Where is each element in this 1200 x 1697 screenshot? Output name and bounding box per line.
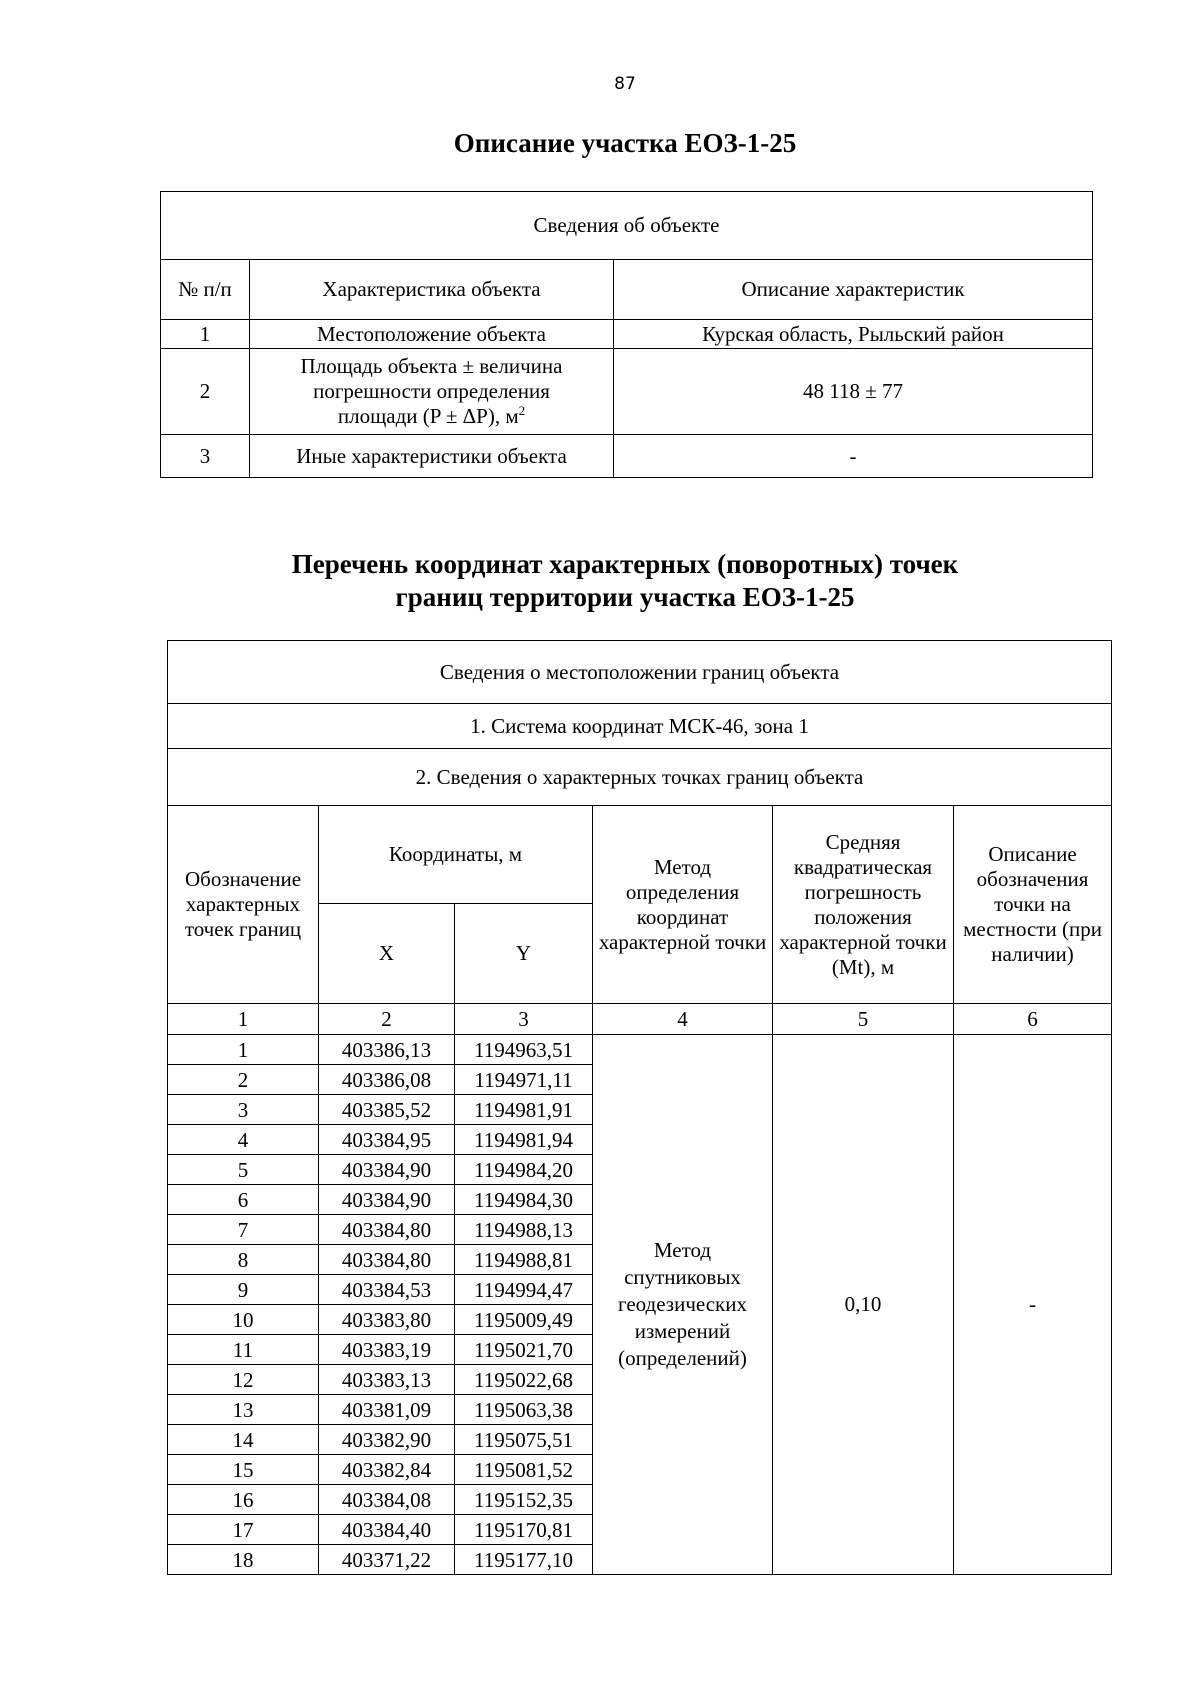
col-number: 2 bbox=[319, 1004, 455, 1035]
point-number: 11 bbox=[168, 1335, 319, 1365]
point-x: 403384,08 bbox=[319, 1485, 455, 1515]
point-number: 1 bbox=[168, 1035, 319, 1065]
point-y: 1194984,20 bbox=[455, 1155, 593, 1185]
point-x: 403386,13 bbox=[319, 1035, 455, 1065]
point-number: 6 bbox=[168, 1185, 319, 1215]
value-other: - bbox=[614, 435, 1093, 478]
col-number: 1 bbox=[168, 1004, 319, 1035]
point-y: 1195009,49 bbox=[455, 1305, 593, 1335]
row-number: 1 bbox=[161, 320, 250, 349]
point-y: 1195170,81 bbox=[455, 1515, 593, 1545]
point-x: 403384,80 bbox=[319, 1215, 455, 1245]
coordinates-list-title bbox=[0, 548, 1200, 614]
point-y: 1195075,51 bbox=[455, 1425, 593, 1455]
area-label-line2: погрешности определения bbox=[313, 379, 550, 403]
coordinates-title-line2: границ территории участка ЕОЗ-1-25 bbox=[395, 582, 855, 612]
point-number: 15 bbox=[168, 1455, 319, 1485]
row-number: 3 bbox=[161, 435, 250, 478]
col-method: Метод определения координат характерной точки bbox=[593, 806, 773, 1004]
point-x: 403384,40 bbox=[319, 1515, 455, 1545]
area-label-line3: площади (P ± ΔP), м bbox=[337, 404, 519, 428]
point-y: 1195021,70 bbox=[455, 1335, 593, 1365]
point-x: 403383,19 bbox=[319, 1335, 455, 1365]
point-x: 403384,90 bbox=[319, 1155, 455, 1185]
point-number: 16 bbox=[168, 1485, 319, 1515]
point-y: 1194988,81 bbox=[455, 1245, 593, 1275]
point-x: 403385,52 bbox=[319, 1095, 455, 1125]
coordinate-system-header: 1. Система координат МСК-46, зона 1 bbox=[168, 704, 1112, 749]
point-y: 1194984,30 bbox=[455, 1185, 593, 1215]
area-unit-superscript: 2 bbox=[518, 403, 526, 418]
point-y: 1194994,47 bbox=[455, 1275, 593, 1305]
point-x: 403384,90 bbox=[319, 1185, 455, 1215]
point-y: 1195022,68 bbox=[455, 1365, 593, 1395]
object-info-table-title: Сведения об объекте bbox=[161, 192, 1093, 260]
point-x: 403386,08 bbox=[319, 1065, 455, 1095]
col-point-description: Описание обозначения точки на местности (при наличии) bbox=[954, 806, 1112, 1004]
value-location: Курская область, Рыльский район bbox=[614, 320, 1093, 349]
col-mean-error: Средняя квадратическая погрешность положения характерной точки (Mt), м bbox=[773, 806, 954, 1004]
header-description: Описание характеристик bbox=[614, 260, 1093, 320]
point-x: 403382,84 bbox=[319, 1455, 455, 1485]
point-x: 403382,90 bbox=[319, 1425, 455, 1455]
point-y: 1194963,51 bbox=[455, 1035, 593, 1065]
point-y: 1195152,35 bbox=[455, 1485, 593, 1515]
value-area: 48 118 ± 77 bbox=[614, 349, 1093, 435]
col-coordinates: Координаты, м bbox=[319, 806, 593, 904]
method-value: Метод спутниковых геодезических измерений (определений) bbox=[593, 1035, 773, 1575]
point-number: 14 bbox=[168, 1425, 319, 1455]
point-number: 3 bbox=[168, 1095, 319, 1125]
object-info-table bbox=[160, 191, 1093, 478]
point-number: 5 bbox=[168, 1155, 319, 1185]
point-x: 403384,53 bbox=[319, 1275, 455, 1305]
col-number: 6 bbox=[954, 1004, 1112, 1035]
col-number: 5 bbox=[773, 1004, 954, 1035]
point-number: 18 bbox=[168, 1545, 319, 1575]
col-point-designation: Обозначение характерных точек границ bbox=[168, 806, 319, 1004]
point-number: 8 bbox=[168, 1245, 319, 1275]
point-number: 13 bbox=[168, 1395, 319, 1425]
page-number: 87 bbox=[614, 74, 636, 94]
point-x: 403384,95 bbox=[319, 1125, 455, 1155]
col-y: Y bbox=[455, 904, 593, 1004]
object-description-title: Описание участка ЕОЗ-1-25 bbox=[453, 128, 797, 158]
point-number: 12 bbox=[168, 1365, 319, 1395]
points-info-header: 2. Сведения о характерных точках границ объекта bbox=[168, 749, 1112, 806]
area-label-line1: Площадь объекта ± величина bbox=[300, 354, 563, 378]
point-x: 403371,22 bbox=[319, 1545, 455, 1575]
point-description-value: - bbox=[954, 1035, 1112, 1575]
characteristic-location: Местоположение объекта bbox=[250, 320, 614, 349]
coordinates-title-line1: Перечень координат характерных (поворотных) точек bbox=[291, 549, 959, 579]
characteristic-other: Иные характеристики объекта bbox=[250, 435, 614, 478]
row-number: 2 bbox=[161, 349, 250, 435]
point-number: 9 bbox=[168, 1275, 319, 1305]
point-y: 1194971,11 bbox=[455, 1065, 593, 1095]
characteristic-area bbox=[250, 349, 614, 435]
point-x: 403384,80 bbox=[319, 1245, 455, 1275]
point-x: 403383,13 bbox=[319, 1365, 455, 1395]
point-y: 1194981,94 bbox=[455, 1125, 593, 1155]
point-number: 17 bbox=[168, 1515, 319, 1545]
col-number: 4 bbox=[593, 1004, 773, 1035]
point-number: 2 bbox=[168, 1065, 319, 1095]
point-number: 10 bbox=[168, 1305, 319, 1335]
mean-error-value: 0,10 bbox=[773, 1035, 954, 1575]
point-y: 1195081,52 bbox=[455, 1455, 593, 1485]
header-characteristic: Характеристика объекта bbox=[250, 260, 614, 320]
boundaries-header: Сведения о местоположении границ объекта bbox=[168, 641, 1112, 704]
coordinates-table bbox=[167, 640, 1112, 1575]
point-y: 1194988,13 bbox=[455, 1215, 593, 1245]
point-y: 1195177,10 bbox=[455, 1545, 593, 1575]
point-x: 403381,09 bbox=[319, 1395, 455, 1425]
point-number: 7 bbox=[168, 1215, 319, 1245]
point-number: 4 bbox=[168, 1125, 319, 1155]
col-x: X bbox=[319, 904, 455, 1004]
header-row-number: № п/п bbox=[161, 260, 250, 320]
point-x: 403383,80 bbox=[319, 1305, 455, 1335]
point-y: 1195063,38 bbox=[455, 1395, 593, 1425]
col-number: 3 bbox=[455, 1004, 593, 1035]
table-row bbox=[168, 1035, 1112, 1065]
point-y: 1194981,91 bbox=[455, 1095, 593, 1125]
